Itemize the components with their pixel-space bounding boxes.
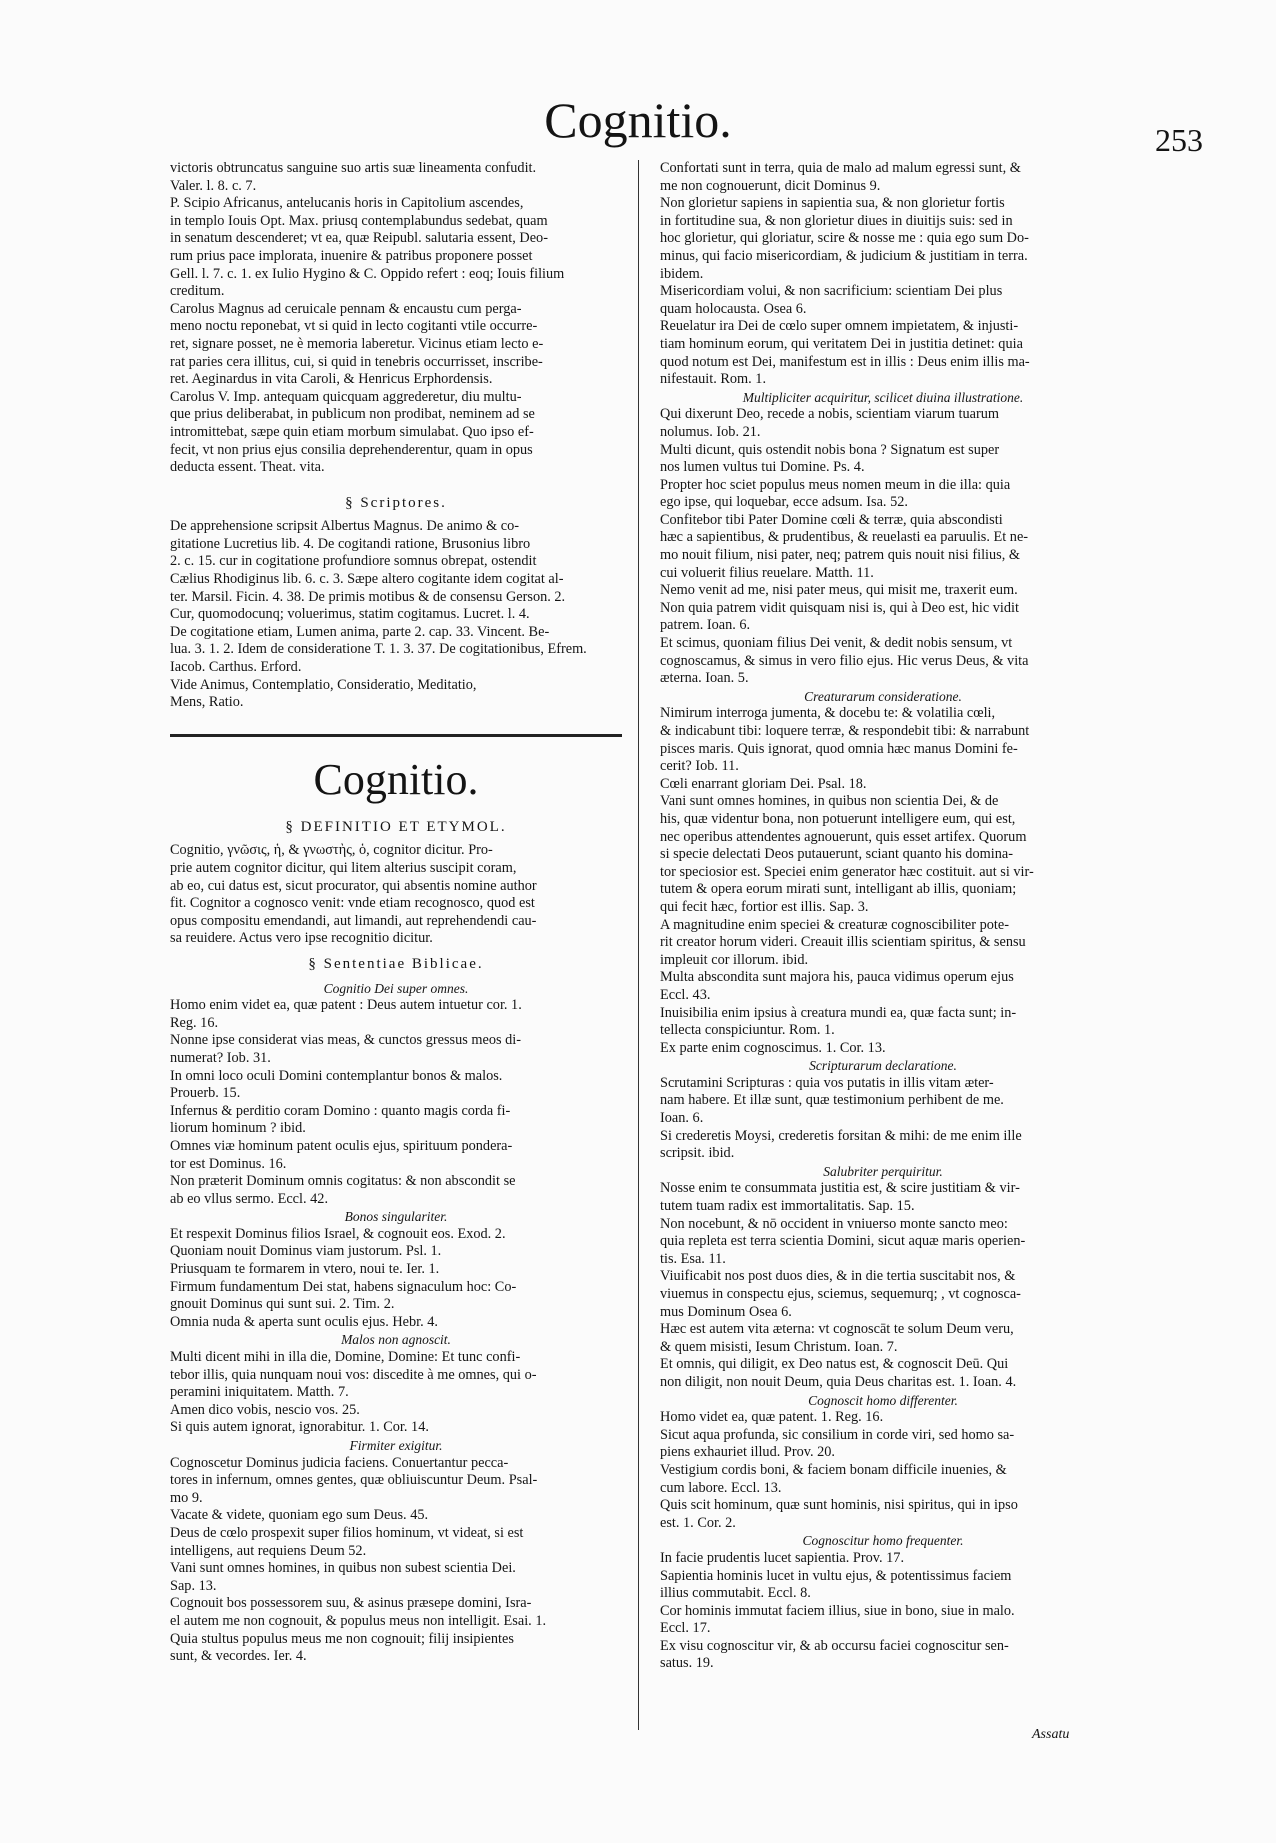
text-line: Nimirum interroga jumenta, & docebu te: & volatilia cœli, (660, 705, 996, 722)
text-line: Prouerb. 15. (170, 1085, 241, 1102)
text-line: deducta essent. Theat. vita. (170, 459, 325, 476)
text-line: Qui dixerunt Deo, recede a nobis, scientiam viarum tuarum (660, 406, 1000, 423)
text-line: P. Scipio Africanus, antelucanis horis in Capitolium ascendes, (170, 195, 524, 212)
text-line: prie autem cognitor dicitur, qui litem alterius suscipit coram, (170, 860, 517, 876)
text-line: ab eo, cui datus est, sicut procurator, qui absentis nomine author (170, 877, 537, 894)
text-line: Multi dicunt, quis ostendit nobis bona ? Signatum est super (660, 441, 1000, 458)
text-line: nolumus. Iob. 21. (660, 423, 761, 440)
text-line: Mens, Ratio. (170, 694, 244, 711)
text-line: In omni loco oculi Domini contemplantur bonos & malos. (170, 1067, 503, 1084)
text-line: Omnes viæ hominum patent oculis ejus, spirituum pondera- (170, 1137, 513, 1154)
text-line: Et scimus, quoniam filius Dei venit, & dedit nobis sensum, vt (660, 635, 1013, 652)
section-rule (170, 734, 622, 737)
text-line: Ex visu cognoscitur vir, & ab occursu faciei cognoscitur sen- (660, 1637, 1009, 1654)
text-line: non diligit, non nouit Deum, quia Deus charitas est. 1. Ioan. 4. (660, 1373, 1017, 1390)
text-line: Nonne ipse considerat vias meas, & cunctos gressus meos di- (170, 1032, 521, 1049)
text-line: impleuit cor illorum. ibid. (660, 951, 809, 968)
paragraph-block (660, 1180, 1106, 1391)
text-line: gitatione Lucretius lib. 4. De cogitandi ratione, Brusonius libro (170, 535, 531, 552)
text-line: Si quis autem ignorat, ignorabitur. 1. Cor. 14. (170, 1419, 429, 1436)
text-line: mus Dominum Osea 6. (660, 1303, 792, 1320)
text-line: tores in infernum, omnes gentes, quæ obliuiscuntur Deum. Psal- (170, 1472, 538, 1489)
text-line: me non cognouerunt, dicit Dominus 9. (660, 177, 881, 194)
text-line: Homo enim videt ea, quæ patent : Deus autem intuetur cor. 1. (170, 997, 522, 1014)
text-line: in fortitudine sua, & non glorietur diues in diuitijs suis: sed in (660, 212, 1013, 229)
text-line: Quis scit hominum, quæ sunt hominis, nisi spiritus, qui in ipso (660, 1497, 1018, 1514)
text-line: Inuisibilia enim ipsius à creatura mundi ea, quæ facta sunt; in- (660, 1004, 1017, 1021)
paragraph-block (660, 1409, 1106, 1532)
text-line: tebor illis, quia nunquam noui vos: discedite à me omnes, qui o- (170, 1366, 537, 1383)
text-line: Si crederetis Moysi, crederetis forsitan & mihi: de me enim ille (660, 1127, 1022, 1144)
text-line: ibidem. (660, 265, 704, 282)
subheading: Salubriter perquiritur. (823, 1163, 943, 1179)
text-line: ego ipse, qui loquebar, ecce adsum. Isa. 52. (660, 494, 908, 511)
text-line: rit creator horum videri. Creauit illis scientiam spiritus, & sensu (660, 934, 1026, 951)
paragraph-block (170, 1349, 622, 1437)
text-line: Nemo venit ad me, nisi pater meus, qui misit me, traxerit eum. (660, 582, 1018, 599)
text-line: Sapientia hominis lucet in vultu ejus, & potentissimus faciem (660, 1567, 1012, 1584)
text-line: Ex parte enim cognoscimus. 1. Cor. 13. (660, 1039, 886, 1056)
text-line: nec operibus attendentes agnouerunt, quis esset artifex. Quorum (660, 828, 1027, 845)
sententiae-heading: § Sententiae Biblicae. (308, 955, 484, 972)
paragraph-block (660, 1075, 1106, 1163)
text-line: Ioan. 6. (660, 1110, 704, 1127)
text-line: tutem tuam radix est immortalitatis. Sap. 15. (660, 1198, 915, 1215)
subheading: Creaturarum consideratione. (804, 688, 962, 704)
text-line: cerit? Iob. 11. (660, 758, 739, 775)
text-line: Vacate & videte, quoniam ego sum Deus. 45. (170, 1507, 429, 1524)
text-line: cum labore. Eccl. 13. (660, 1479, 782, 1496)
text-line: mo 9. (170, 1489, 203, 1506)
text-line: Vide Animus, Contemplatio, Consideratio, Meditatio, (170, 676, 477, 693)
text-line: & indicabunt tibi: loquere terræ, & respondebit tibi: & narrabunt (660, 723, 1030, 739)
text-line: tor speciosior est. Speciei enim generator hæc costituit. aut si vir- (660, 863, 1034, 880)
text-line: intelligens, aut requiens Deum 52. (170, 1542, 367, 1559)
text-line: his, quæ videntur bona, non potuerunt intelligere eum, qui est, (660, 810, 1016, 827)
subheading: Malos non agnoscit. (341, 1332, 451, 1348)
text-line: in templo Iouis Opt. Max. priusq contemplabundus sedebat, quam (170, 212, 548, 229)
text-line: 2. c. 15. cur in cogitatione profundiore somnus obrepat, ostendit (170, 553, 537, 570)
text-line: nos lumen vultus tui Domine. Ps. 4. (660, 459, 865, 476)
paragraph-block (660, 705, 1106, 1057)
text-line: sa reuidere. Actus vero ipse recognitio dicitur. (170, 930, 433, 947)
left-column (170, 160, 622, 1666)
text-line: Reg. 16. (170, 1014, 219, 1031)
scriptores-block (170, 518, 622, 712)
text-line: opus compositu emendandi, aut limandi, aut reprehendendi cau- (170, 912, 537, 929)
text-line: victoris obtruncatus sanguine suo artis suæ lineamenta confudit. (170, 160, 537, 176)
text-line: Confitebor tibi Pater Domine cœli & terræ, quia abscondisti (660, 511, 1003, 528)
subheading: Scripturarum declaratione. (809, 1058, 957, 1074)
text-line: illius commutabit. Eccl. 8. (660, 1585, 811, 1602)
text-line: Cognouit bos possessorem suu, & asinus præsepe domini, Isra- (170, 1595, 532, 1612)
text-line: numerat? Iob. 31. (170, 1049, 271, 1066)
text-line: Viuificabit nos post duos dies, & in die tertia suscitabit nos, & (660, 1268, 1016, 1285)
text-line: Carolus Magnus ad ceruicale pennam & encaustu cum perga- (170, 300, 522, 317)
text-line: quam holocausta. Osea 6. (660, 300, 807, 317)
text-line: si specie delectati Deos putauerunt, sciant quanto his domina- (660, 846, 1013, 863)
right-column (660, 160, 1106, 1673)
paragraph-block (660, 1550, 1106, 1673)
section-title: Cognitio. (313, 754, 479, 804)
text-line: Eccl. 43. (660, 986, 711, 1003)
text-line: Eccl. 17. (660, 1620, 711, 1637)
text-line: sunt, & vecordes. Ier. 4. (170, 1648, 307, 1665)
text-line: Sicut aqua profunda, sic consilium in corde viri, sed homo sa- (660, 1426, 1015, 1443)
text-line: Vani sunt omnes homines, in quibus non subest scientia Dei. (170, 1560, 516, 1577)
text-line: lua. 3. 1. 2. Idem de consideratione T. 1. 3. 37. De cogitationibus, Efrem. (170, 641, 587, 658)
text-line: Scrutamini Scripturas : quia vos putatis in illis vitam æter- (660, 1074, 994, 1091)
text-line: Multi dicent mihi in illa die, Domine, Domine: Et tunc confi- (170, 1349, 521, 1366)
text-line: rum prius pace implorata, inuenire & patribus proponere posset (170, 247, 533, 264)
text-line: Et respexit Dominus filios Israel, & cognouit eos. Exod. 2. (170, 1225, 506, 1242)
text-line: rat paries cera illitus, cui, si quid in tenebris occurrisset, inscribe- (170, 353, 543, 370)
text-line: Vestigium cordis boni, & faciem bonam difficile inuenies, & (660, 1461, 1007, 1478)
text-line: Confortati sunt in terra, quia de malo ad malum egressi sunt, & (660, 160, 1021, 176)
text-line: tiam hominum eorum, qui veritatem Dei in justitia detinet: quia (660, 335, 1023, 352)
text-line: Homo videt ea, quæ patent. 1. Reg. 16. (660, 1409, 884, 1426)
text-line: intromittebat, sæpe quin etiam morbum simulabat. Quo ipso ef- (170, 423, 534, 440)
text-line: tor est Dominus. 16. (170, 1155, 287, 1172)
text-line: mo nouit filium, nisi pater, neq; patrem quis nouit nisi filius, & (660, 547, 1020, 564)
text-line: quia repleta est terra scientia Domini, sicut aquæ maris operien- (660, 1233, 1026, 1250)
text-line: A magnitudine enim speciei & creaturæ cognoscibiliter pote- (660, 916, 1009, 933)
text-line: Propter hoc sciet populus meus nomen meum in die illa: quia (660, 476, 1011, 493)
text-line: creditum. (170, 283, 225, 300)
text-line: Deus de cœlo prospexit super filios hominum, vt videat, si est (170, 1524, 524, 1541)
text-line: peramini iniquitatem. Matth. 7. (170, 1384, 349, 1401)
text-line: Omnia nuda & aperta sunt oculis ejus. Hebr. 4. (170, 1313, 439, 1330)
text-line: Vani sunt omnes homines, in quibus non scientia Dei, & de (660, 793, 999, 810)
text-line: Non nocebunt, & nō occident in vniuerso monte sancto meo: (660, 1215, 1008, 1232)
subheading: Cognoscitur homo frequenter. (802, 1533, 964, 1549)
left-intro (170, 160, 622, 477)
text-line: De cogitatione etiam, Lumen anima, parte 2. cap. 33. Vincent. Be- (170, 623, 550, 640)
text-line: minus, qui facio misericordiam, & judicium & justitiam in terra. (660, 247, 1028, 264)
subheading: Bonos singulariter. (344, 1209, 448, 1225)
text-line: Et omnis, qui diligit, ex Deo natus est, & cognoscit Deū. Qui (660, 1356, 1009, 1373)
text-line: Quia stultus populus meus me non cognouit; filij insipientes (170, 1630, 514, 1647)
text-line: hoc glorietur, qui gloriatur, scire & nosse me : quia ego sum Do- (660, 230, 1029, 247)
text-line: Quoniam nouit Dominus viam justorum. Psl. 1. (170, 1243, 442, 1260)
subheading: Firmiter exigitur. (349, 1438, 443, 1453)
paragraph-block (660, 160, 1106, 389)
text-line: Iacob. Carthus. Erford. (170, 659, 302, 676)
text-line: cui voluerit filius reuelare. Matth. 11. (660, 564, 874, 581)
page-number: 253 (1155, 122, 1203, 158)
text-line: & quem misisti, Iesum Christum. Ioan. 7. (660, 1338, 898, 1355)
definitio-heading: § DEFINITIO ET ETYMOL. (285, 818, 507, 835)
text-line: æterna. Ioan. 5. (660, 670, 749, 687)
text-line: Firmum fundamentum Dei stat, habens signaculum hoc: Co- (170, 1278, 517, 1295)
text-line: Reuelatur ira Dei de cœlo super omnem impietatem, & injusti- (660, 318, 1019, 335)
text-line: viuemus in conspectu ejus, sciemus, sequemurq; , vt cognosca- (660, 1286, 1021, 1302)
text-line: Misericordiam volui, & non sacrificium: scientiam Dei plus (660, 283, 1003, 300)
text-line: fecit, vt non prius ejus consilia deprehenderentur, quam in opus (170, 441, 533, 458)
text-line: Valer. l. 8. c. 7. (170, 177, 257, 194)
text-line: cognoscamus, & simus in vero filio ejus. Hic verus Deus, & vita (660, 652, 1029, 669)
text-line: piens exhauriet illud. Prov. 20. (660, 1444, 835, 1461)
text-line: tutem & opera eorum mirati sunt, intelligant ab illis, quoniam; (660, 881, 1017, 898)
text-line: meno noctu reponebat, vt si quid in lecto cogitanti vtile occurre- (170, 318, 538, 335)
paragraph-block (170, 1455, 622, 1666)
text-line: qui fecit hæc, fortior est illis. Sap. 3. (660, 898, 869, 915)
text-line: Hæc est autem vita æterna: vt cognoscāt te solum Deum veru, (660, 1321, 1014, 1338)
column-divider (638, 160, 639, 1730)
scriptores-heading: § Scriptores. (345, 494, 447, 511)
text-line: Cœli enarrant gloriam Dei. Psal. 18. (660, 775, 867, 792)
text-line: patrem. Ioan. 6. (660, 617, 751, 634)
text-line: Gell. l. 7. c. 1. ex Iulio Hygino & C. Oppido refert : eoq; Iouis filium (170, 265, 565, 282)
paragraph-block (170, 997, 622, 1208)
paragraph-block (660, 406, 1106, 688)
subheading: Cognitio Dei super omnes. (323, 980, 469, 996)
text-line: quod notum est Dei, manifestum est in illis : Deus enim illis ma- (660, 353, 1030, 370)
text-line: Sap. 13. (170, 1577, 217, 1594)
text-line: nifestauit. Rom. 1. (660, 371, 767, 388)
text-line: tellecta conspiciuntur. Rom. 1. (660, 1022, 835, 1039)
text-line: Non glorietur sapiens in sapientia sua, & non glorietur fortis (660, 195, 1005, 212)
text-line: fit. Cognitor a cognosco venit: vnde etiam recognosco, quod est (170, 895, 535, 912)
text-line: Nosse enim te consummata justitia est, & scire justitiam & vir- (660, 1180, 1020, 1197)
text-line: satus. 19. (660, 1655, 714, 1672)
paragraph-block (170, 1226, 622, 1332)
text-line: que prius deliberabat, in publicum non prodibat, neminem ad se (170, 406, 535, 423)
text-line: nam habere. Et illæ sunt, quæ testimonium perhibent de me. (660, 1092, 1004, 1109)
running-title: Cognitio. (544, 92, 732, 148)
text-line: est. 1. Cor. 2. (660, 1514, 736, 1531)
text-line: Cognoscetur Dominus judicia faciens. Conuertantur pecca- (170, 1454, 509, 1471)
catchword: Assatu (1032, 1727, 1070, 1742)
text-line: Non quia patrem vidit quisquam nisi is, qui à Deo est, hic vidit (660, 599, 1019, 616)
text-line: tis. Esa. 11. (660, 1250, 726, 1267)
text-line: hæc a sapientibus, & prudentibus, & reuelasti ea paruulis. Et ne- (660, 529, 1029, 546)
text-line: Infernus & perditio coram Domino : quanto magis corda fi- (170, 1102, 511, 1119)
text-line: De apprehensione scripsit Albertus Magnus. De animo & co- (170, 518, 520, 535)
text-line: Carolus V. Imp. antequam quicquam aggrederetur, diu multu- (170, 388, 522, 405)
text-line: Multa abscondita sunt majora his, pauca vidimus operum ejus (660, 969, 1014, 986)
text-line: ter. Marsil. Ficin. 4. 38. De primis motibus & de consensu Gerson. 2. (170, 588, 566, 605)
text-line: Cælius Rhodiginus lib. 6. c. 3. Sæpe altero cogitante idem cogitat al- (170, 571, 564, 588)
text-line: Cur, quomodocunq; voluerimus, statim cogitamus. Lucret. l. 4. (170, 606, 530, 623)
text-line: gnouit Dominus qui sunt sui. 2. Tim. 2. (170, 1296, 395, 1313)
text-line: Cognitio, γνῶσις, ἡ, & γνωστὴς, ὁ, cognitor dicitur. Pro- (170, 842, 493, 859)
text-line: Cor hominis immutat faciem illius, siue in bono, siue in malo. (660, 1602, 1015, 1619)
subheading: Multipliciter acquiritur, scilicet diuina illustratione. (742, 389, 1024, 405)
text-line: ret. Aeginardus in vita Caroli, & Henricus Erphordensis. (170, 371, 493, 388)
text-line: ab eo vllus sermo. Eccl. 42. (170, 1190, 329, 1207)
text-line: in senatum descenderet; vt ea, quæ Reipubl. salutaria essent, Deo- (170, 230, 548, 247)
text-line: Amen dico vobis, nescio vos. 25. (170, 1401, 360, 1418)
text-line: scripsit. ibid. (660, 1145, 735, 1162)
text-line: Non præterit Dominum omnis cogitatus: & non abscondit se (170, 1173, 516, 1190)
subheading: Cognoscit homo differenter. (808, 1392, 958, 1408)
text-line: Priusquam te formarem in vtero, noui te. Ier. 1. (170, 1261, 440, 1278)
text-line: liorum hominum ? ibid. (170, 1120, 306, 1137)
definitio-block (170, 842, 622, 948)
text-line: In facie prudentis lucet sapientia. Prov. 17. (660, 1549, 905, 1566)
text-line: pisces maris. Quis ignorat, quod omnia hæc manus Domini fe- (660, 740, 1018, 757)
text-line: ret, signare posset, ne è memoria laberetur. Vicinus etiam lecto e- (170, 335, 544, 352)
text-line: el autem me non cognouit, & populus meus non intelligit. Esai. 1. (170, 1612, 547, 1629)
